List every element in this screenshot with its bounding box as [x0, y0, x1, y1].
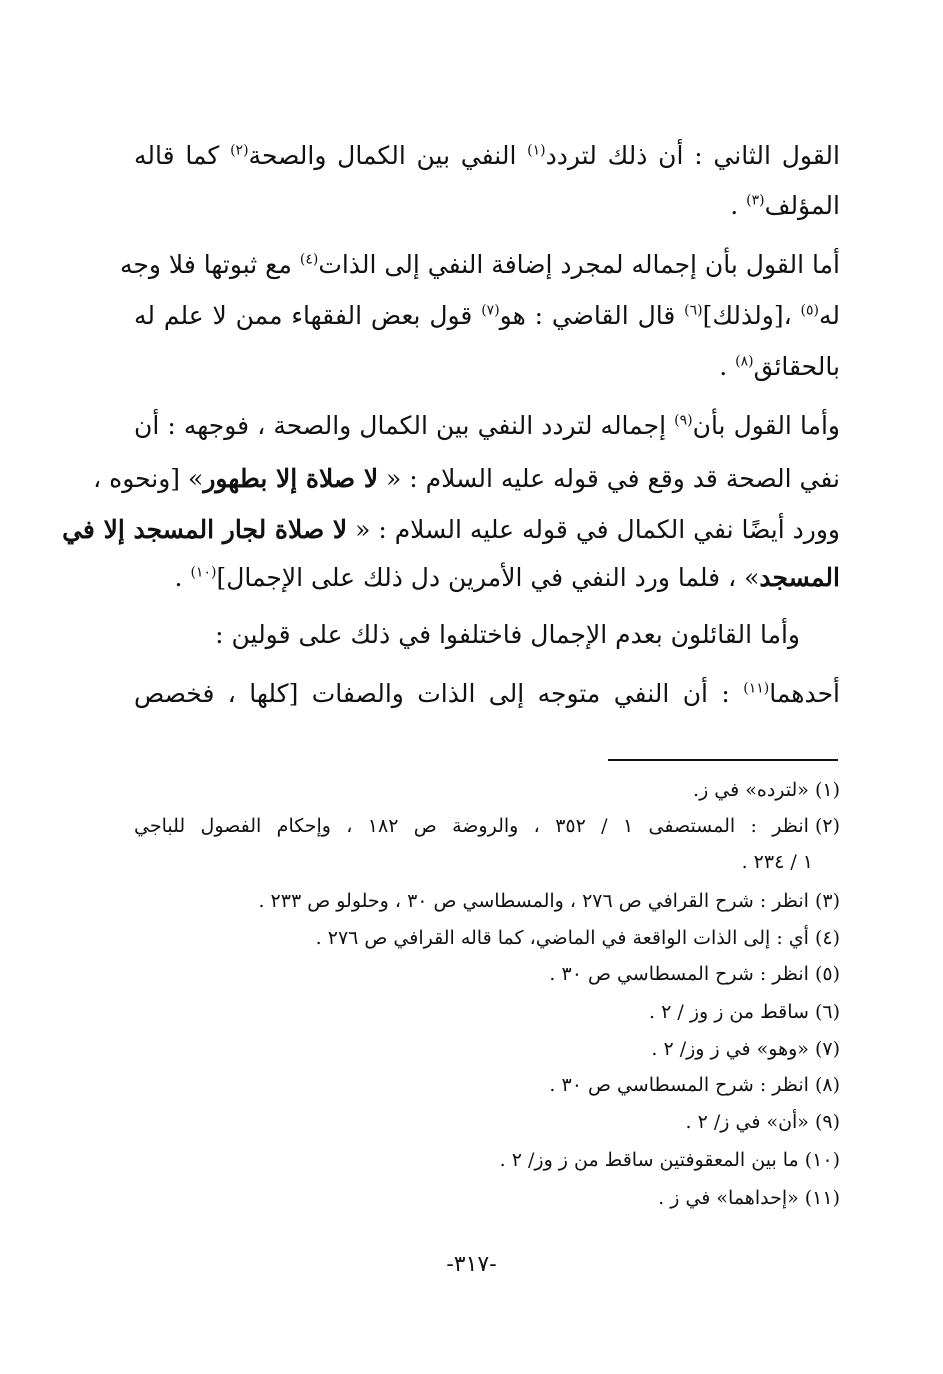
body-line: بالحقائق$^{(٨)}$ . — [719, 352, 840, 381]
footnote-ref[interactable]: (٤) — [299, 251, 319, 268]
hadith-text: لا صلاة إلا بطهور — [203, 464, 379, 493]
footnote: (١١)«إحداهما» في ز . — [658, 1187, 840, 1209]
body-line: وأما القول بأن$^{(٩)}$ إجماله لتردد النفي بين الكمال والصحة ، فوجهه : أن — [134, 411, 840, 440]
footnote-ref[interactable]: (١) — [527, 142, 546, 159]
footnote-ref[interactable]: (٥) — [800, 302, 819, 319]
footnote: (٩)«أن» في ز/ ٢ . — [685, 1111, 840, 1133]
footnote: (١)«لترده» في ز. — [693, 779, 840, 801]
footnote-ref[interactable]: (٦) — [684, 302, 703, 319]
body-line: وورد أيضًا نفي الكمال في قوله عليه السلام : « لا صلاة لجار المسجد إلا في — [62, 515, 840, 544]
body-line: أحدهما$^{(١١)}$ : أن النفي متوجه إلى الذات والصفات [كلها ، فخصص — [134, 679, 840, 708]
footnote: (١٠)ما بين المعقوفتين ساقط من ز وز/ ٢ . — [499, 1149, 840, 1171]
body-line: له$^{(٥)}$ ،[ولذلك]$^{(٦)}$ قال القاضي : هو$^{(٧)}$ قول بعض الفقهاء ممن لا علم له — [134, 301, 840, 330]
footnote-ref[interactable]: (٧) — [481, 302, 500, 319]
hadith-text: المسجد — [759, 563, 840, 592]
footnote-separator — [608, 759, 838, 761]
footnote: (٦)ساقط من ز وز / ٢ . — [649, 1001, 840, 1023]
body-line: وأما القائلون بعدم الإجمال فاختلفوا في ذلك على قولين : — [215, 620, 800, 649]
footnote-ref[interactable]: (٢) — [230, 142, 249, 159]
hadith-text: لا صلاة لجار المسجد إلا في — [62, 515, 348, 544]
footnote-ref[interactable]: (٨) — [735, 353, 754, 370]
footnote: (٤)أي : إلى الذات الواقعة في الماضي، كما قاله القرافي ص ٢٧٦ . — [315, 927, 840, 949]
footnote-ref[interactable]: (٣) — [746, 192, 765, 209]
footnote-continuation: ١ / ٢٣٤ . — [741, 851, 813, 873]
body-line: القول الثاني : أن ذلك لتردد$^{(١)}$ النفي بين الكمال والصحة$^{(٢)}$ كما قاله — [134, 141, 840, 170]
body-line: أما القول بأن إجماله لمجرد إضافة النفي إلى الذات$^{(٤)}$ مع ثبوتها فلا وجه — [120, 250, 840, 279]
footnote: (٧)«وهو» في ز وز/ ٢ . — [651, 1038, 840, 1060]
body-line: المسجد» ، فلما ورد النفي في الأمرين دل ذلك على الإجمال]$^{(١٠)}$ . — [174, 563, 840, 592]
footnote-ref[interactable]: (١٠) — [190, 564, 217, 581]
body-line: نفي الصحة قد وقع في قوله عليه السلام : « لا صلاة إلا بطهور» [ونحوه ، — [93, 464, 840, 493]
footnote: (٢)انظر : المستصفى ١ / ٣٥٢ ، والروضة ص ١٨٢ ، وإحكام الفصول للباجي — [134, 815, 840, 837]
footnote: (٣)انظر : شرح القرافي ص ٢٧٦ ، والمسطاسي ص ٣٠ ، وحلولو ص ٢٣٣ . — [258, 890, 840, 912]
footnote: (٨)انظر : شرح المسطاسي ص ٣٠ . — [549, 1074, 840, 1096]
footnote: (٥)انظر : شرح المسطاسي ص ٣٠ . — [549, 963, 840, 985]
footnote-ref[interactable]: (٩) — [674, 412, 693, 429]
body-line: المؤلف$^{(٣)}$ . — [730, 191, 840, 220]
page-number: -٣١٧- — [446, 1252, 497, 1277]
footnote-ref[interactable]: (١١) — [743, 680, 770, 697]
